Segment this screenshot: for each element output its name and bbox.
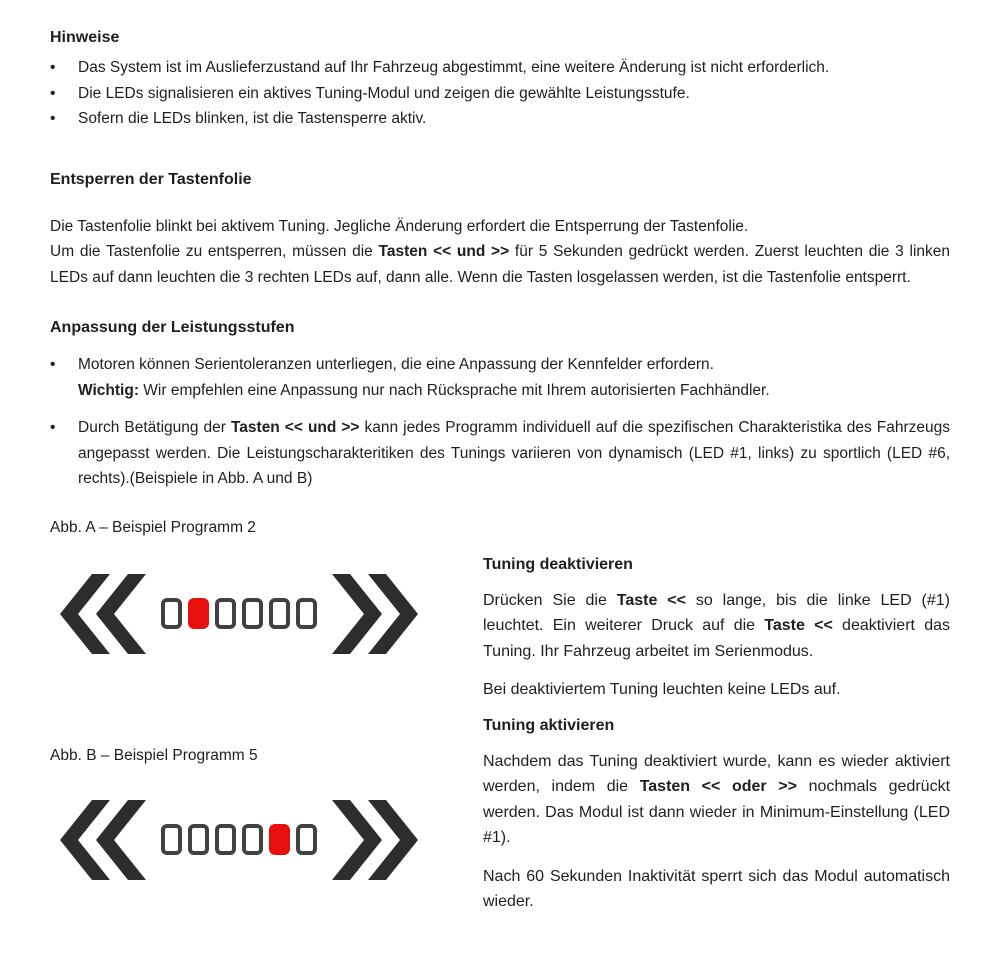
hinweise-title: Hinweise	[50, 29, 120, 46]
led-off	[215, 824, 236, 855]
entsperren-paragraphs	[50, 214, 950, 291]
bullet-text: Durch Betätigung der Tasten << und >> kann jedes Programm individuell auf die spezifischen Charakteristika des Fahrzeugs angepasst werden. Die Leistungscharakteritiken des Tunings variieren von dynamisch (LED #1, links) zu sportlich (LED #6, rechts).(Beispiele in Abb. A und B)	[78, 419, 950, 487]
led-row-b	[161, 824, 317, 855]
tuning-aktivieren-paragraph-2: Nach 60 Sekunden Inaktivität sperrt sich das Modul automatisch wieder.	[483, 867, 950, 910]
two-column-area	[50, 518, 950, 915]
led-off	[188, 824, 209, 855]
double-chevron-left-icon	[58, 800, 148, 880]
hinweise-bullet-list	[50, 55, 950, 132]
led-display-a	[58, 574, 483, 654]
led-off	[242, 824, 263, 855]
bullet-text: Motoren können Serientoleranzen unterliegen, die eine Anpassung der Kennfelder erfordern. Wichtig: Wir empfehlen eine Anpassung nur nach Rücksprache mit Ihrem autorisierten Fachhändler.	[78, 356, 770, 399]
entsperren-title: Entsperren der Tastenfolie	[50, 170, 252, 188]
anpassung-bullet-list	[50, 352, 950, 492]
double-chevron-right-icon	[330, 800, 420, 880]
bullet-marker: •	[50, 419, 56, 436]
led-off	[161, 824, 182, 855]
led-on	[188, 598, 209, 629]
double-chevron-left-icon	[58, 574, 148, 654]
tuning-deaktivieren-paragraph-2: Bei deaktiviertem Tuning leuchten keine LEDs auf.	[483, 681, 841, 698]
tuning-deaktivieren-paragraph-1: Drücken Sie die Taste << so lange, bis die linke LED (#1) leuchtet. Ein weiterer Druck auf die Taste << deaktiviert das Tuning. Ihr Fahrzeug arbeitet im Serienmodus.	[483, 591, 951, 660]
bullet-text: Das System ist im Auslieferzustand auf Ihr Fahrzeug abgestimmt, eine weitere Änderung ist nicht erforderlich.	[78, 59, 830, 76]
bullet-item	[50, 352, 950, 403]
bullet-text: Sofern die LEDs blinken, ist die Tastensperre aktiv.	[78, 110, 427, 127]
section-anpassung	[50, 318, 950, 492]
tuning-aktivieren-title: Tuning aktivieren	[483, 716, 615, 734]
entsperren-paragraph-2: Um die Tastenfolie zu entsperren, müssen die Tasten << und >> für 5 Sekunden gedrückt werden. Zuerst leuchten die 3 linken LEDs auf dann leuchten die 3 rechten LEDs auf, dann alle. Wenn die Tasten losgelassen werden, ist die Tastenfolie entsperrt.	[50, 243, 950, 286]
figure-b-caption: Abb. B – Beispiel Programm 5	[50, 746, 258, 764]
bullet-item	[50, 415, 950, 492]
double-chevron-right-icon	[330, 574, 420, 654]
tuning-aktivieren-paragraph-1: Nachdem das Tuning deaktiviert wurde, kann es wieder aktiviert werden, indem die Tasten << oder >> nochmals gedrückt werden. Das Modul ist dann wieder in Minimum-Einstellung (LED #1).	[483, 752, 951, 846]
bullet-marker: •	[50, 84, 56, 102]
figure-a	[50, 518, 483, 654]
bullet-text: Die LEDs signalisieren ein aktives Tuning-Modul und zeigen die gewählte Leistungsstufe.	[78, 84, 690, 102]
figures-column	[50, 518, 483, 915]
led-off	[269, 598, 290, 629]
figure-b	[50, 746, 483, 880]
section-entsperren	[50, 170, 950, 291]
entsperren-paragraph-1: Die Tastenfolie blinkt bei aktivem Tuning. Jegliche Änderung erfordert die Entsperrung der Tastenfolie.	[50, 217, 749, 235]
led-row-a	[161, 598, 317, 629]
instructions-column	[483, 518, 950, 915]
section-hinweise	[50, 28, 950, 132]
led-off	[161, 598, 182, 629]
bullet-marker: •	[50, 59, 56, 76]
led-off	[296, 598, 317, 629]
bullet-marker: •	[50, 356, 56, 373]
bullet-item	[50, 106, 950, 132]
bullet-item	[50, 81, 950, 107]
led-off	[242, 598, 263, 629]
led-off	[296, 824, 317, 855]
bullet-marker: •	[50, 110, 56, 127]
led-on	[269, 824, 290, 855]
bullet-item	[50, 55, 950, 81]
tuning-deaktivieren-title: Tuning deaktivieren	[483, 555, 633, 573]
led-off	[215, 598, 236, 629]
figure-a-caption: Abb. A – Beispiel Programm 2	[50, 518, 256, 536]
anpassung-title: Anpassung der Leistungsstufen	[50, 319, 295, 336]
led-display-b	[58, 800, 483, 880]
